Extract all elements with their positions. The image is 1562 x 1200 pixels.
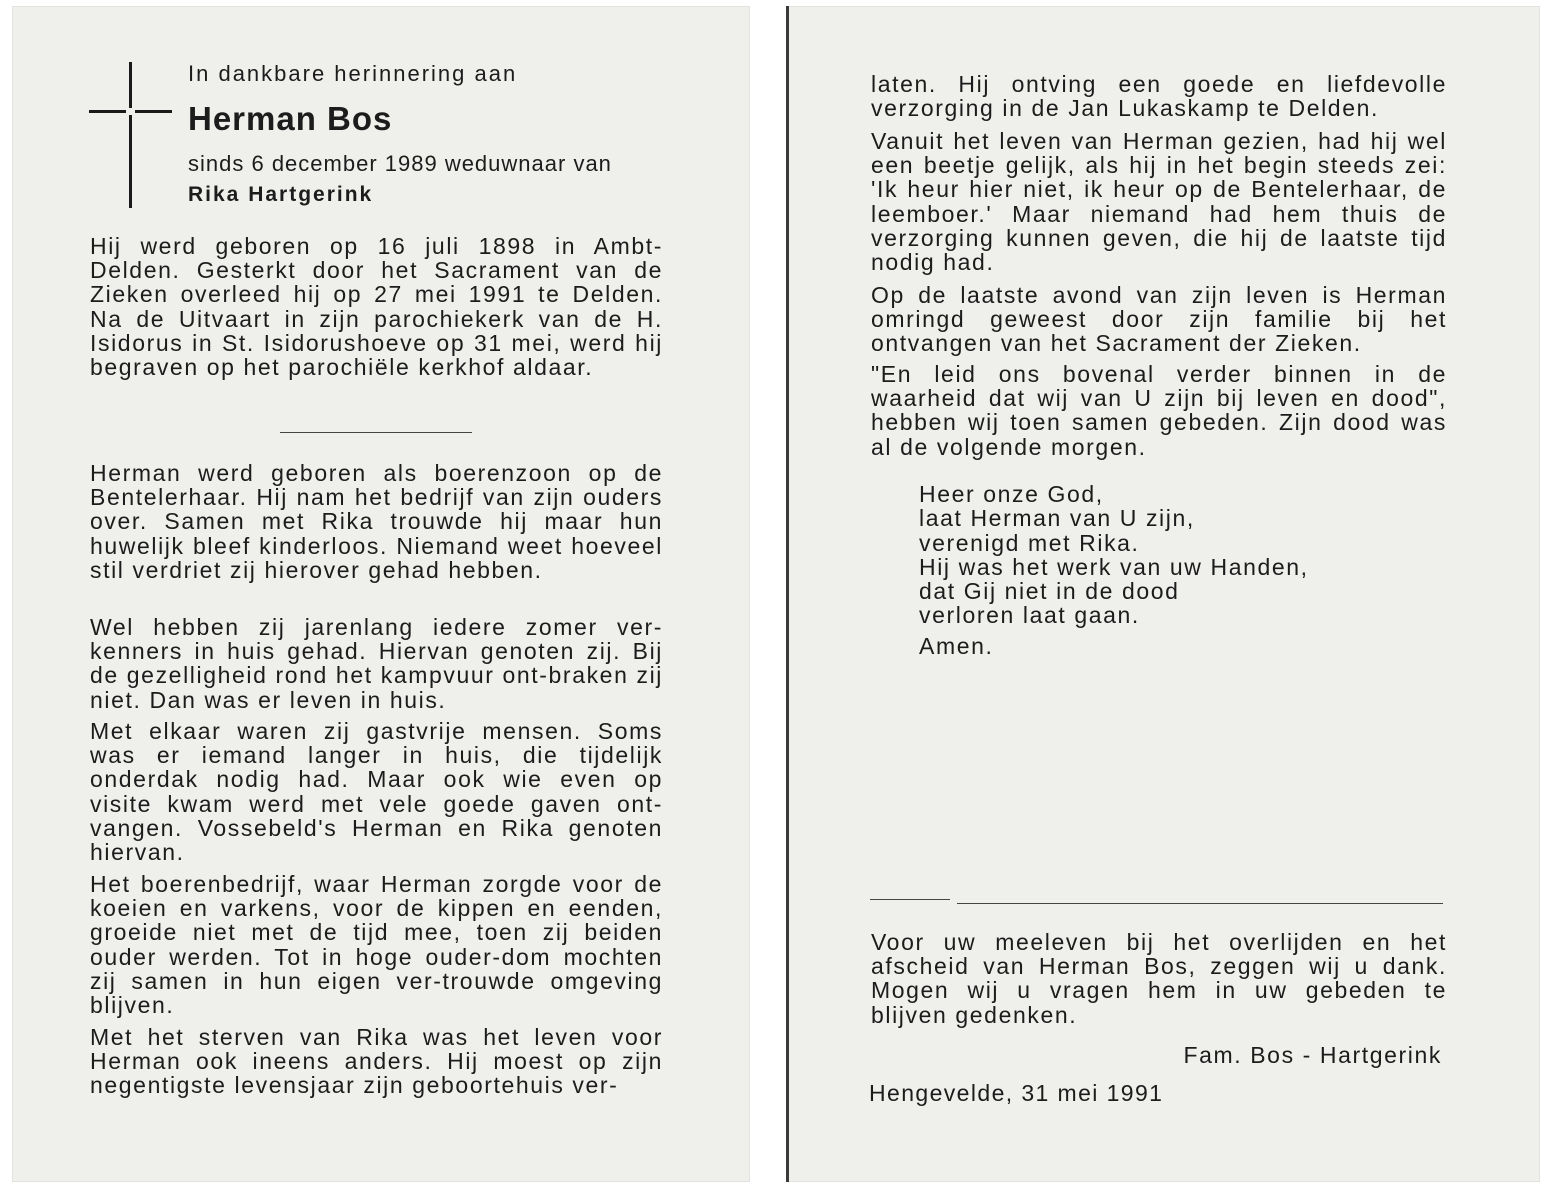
deceased-name: Herman Bos [188,100,393,137]
spouse-name: Rika Hartgerink [188,183,374,206]
life-paragraph-5: Met het sterven van Rika was het leven voor Herman ook ineens anders. Hij moest op zijn negentigste levensjaar zijn geboortehuis ver- [90,1024,663,1099]
life-paragraph-3: Met elkaar waren zij gastvrije mensen. Soms was er iemand langer in huis, die tijdelijk onderdak nodig had. Maar ook wie even op visite kwam werd met vele goede gaven ont-vangen. Vossebeld's Herman en Rika genoten hiervan. [90,718,663,866]
prayer-line: laat Herman van U zijn, [919,505,1195,532]
prayer-line: verenigd met Rika. [919,529,1140,556]
right-paragraph-1: laten. Hij ontving een goede en liefdevolle verzorging in de Jan Lukaskamp te Delden. [871,71,1447,122]
thanks-divider-left [870,899,950,900]
life-paragraph-2: Wel hebben zij jarenlang iedere zomer ver-kenners in huis gehad. Hiervan genoten zij. Bij de gezelligheid rond het kampvuur ont-braken zij niet. Dan was er leven in huis. [90,614,663,713]
prayer-line: verloren laat gaan. [919,602,1140,629]
prayer-line: Heer onze God, [919,481,1104,507]
thanks-divider-right [957,903,1443,904]
section-divider [280,432,472,433]
family-signature: Fam. Bos - Hartgerink [1183,1042,1442,1068]
intro-line: In dankbare herinnering aan [188,61,518,86]
amen: Amen. [919,633,994,659]
life-paragraph-1: Herman werd geboren als boerenzoon op de Bentelerhaar. Hij nam het bedrijf van zijn ouders over. Samen met Rika trouwde hij maar hun huwelijk bleef kinderloos. Niemand weet hoeveel stil verdriet zij hierover gehad hebben. [90,460,663,583]
thanks-paragraph: Voor uw meeleven bij het overlijden en het afscheid van Herman Bos, zeggen wij u dank. Mogen wij u vragen hem in uw gebeden te blijven gedenken. [871,929,1447,1028]
card-fold-line [786,6,789,1182]
place-date: Hengevelde, 31 mei 1991 [869,1080,1164,1106]
birth-death-paragraph: Hij werd geboren op 16 juli 1898 in Ambt-Delden. Gesterkt door het Sacrament van de Zieken overleed hij op 27 mei 1991 te Delden. Na de Uitvaart in zijn parochiekerk van de H. Isidorus in St. Isidorushoeve op 31 mei, werd hij begraven op het parochiële kerkhof aldaar. [90,233,663,381]
prayer-line: Hij was het werk van uw Handen, [919,553,1309,580]
widower-since-line: sinds 6 december 1989 weduwnaar van [188,151,612,176]
right-paragraph-3: Op de laatste avond van zijn leven is Herman omringd geweest door zijn familie bij het ontvangen van het Sacrament der Zieken. [871,282,1447,357]
right-paragraph-2: Vanuit het leven van Herman gezien, had hij wel een beetje gelijk, als hij in het begin steeds zei: 'Ik heur hier niet, ik heur op de Bentelerhaar, de leemboer.' Maar niemand had hem thuis de verzorging kunnen geven, die hij de laatste tijd nodig had. [871,128,1447,276]
prayer [919,482,1309,628]
life-paragraph-4: Het boerenbedrijf, waar Herman zorgde voor de koeien en varkens, voor de kippen en eenden, groeide niet met de tijd mee, toen zij beiden ouder werden. Tot in hoge ouder-dom mochten zij samen in hun eigen ver-trouwde omgeving blijven. [90,871,663,1019]
prayer-line: dat Gij niet in de dood [919,578,1180,605]
right-paragraph-4: "En leid ons bovenal verder binnen in de waarheid dat wij van U zijn bij leven en dood", hebben wij toen samen gebeden. Zijn dood was al de volgende morgen. [871,361,1447,460]
